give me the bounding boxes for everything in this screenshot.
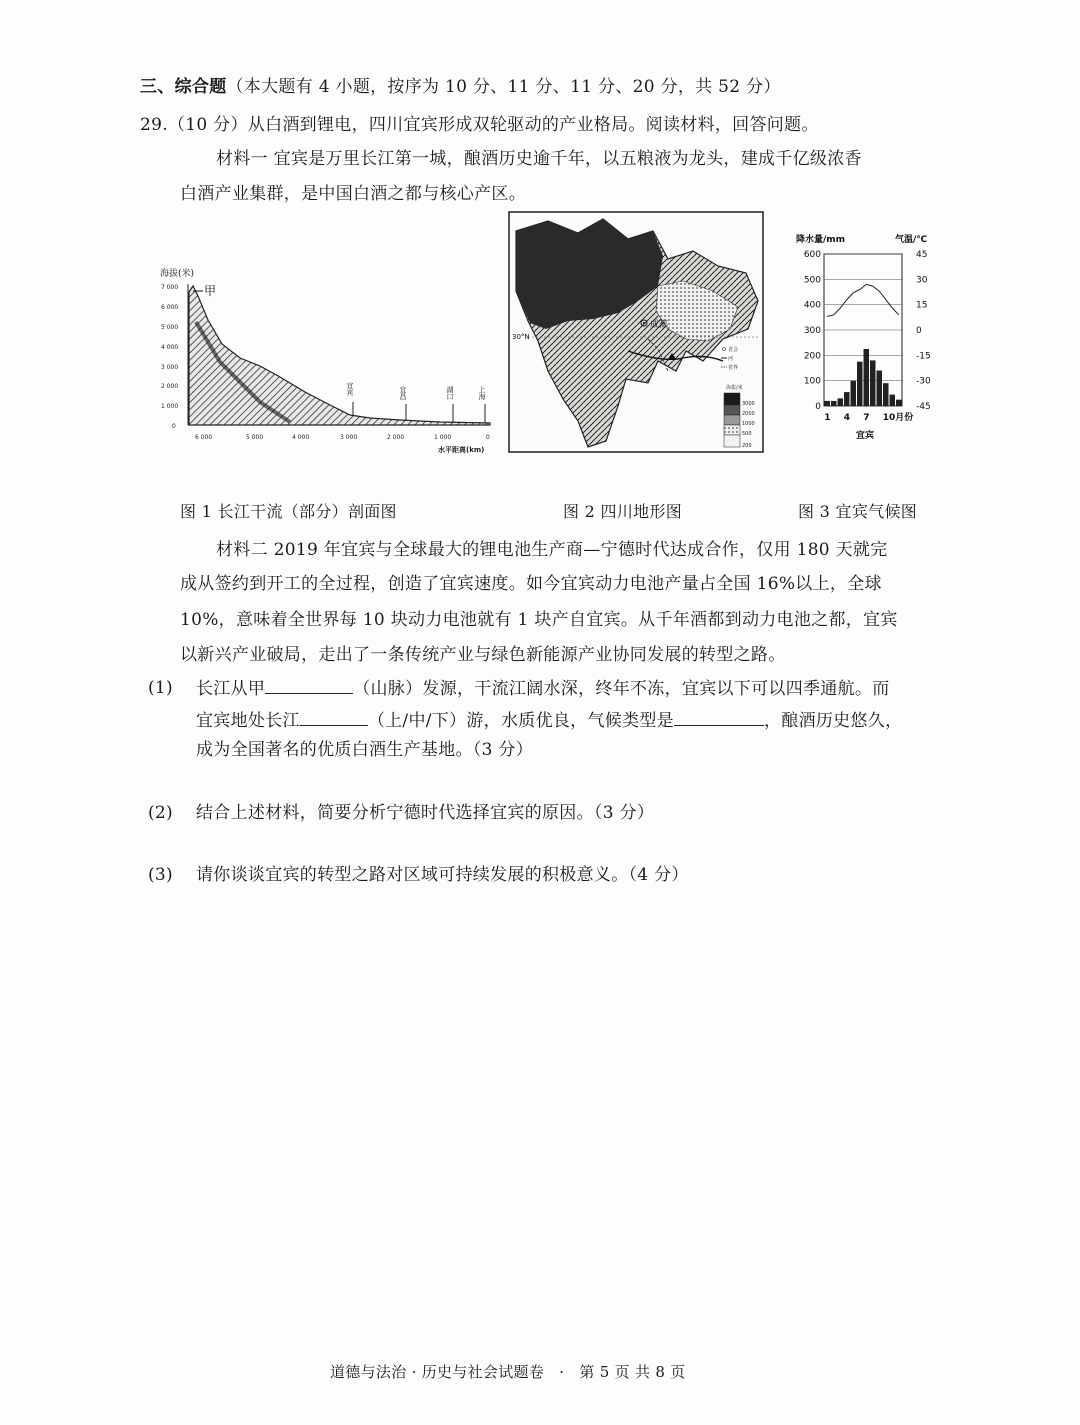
subq3-number: (3) — [148, 865, 173, 885]
fig3-xtick: 7 — [863, 413, 870, 423]
fig2-elev-value: 1000 — [742, 421, 755, 427]
footer-page-number: 第 5 页 共 8 页 — [579, 1363, 686, 1381]
figure2-map — [508, 211, 764, 453]
fig1-place-shanghai: 上海 — [478, 386, 486, 400]
fig3-right-tick: 45 — [916, 250, 928, 260]
fig3-left-tick: 200 — [803, 351, 821, 362]
fig2-caption: 图 2 四川地形图 — [563, 502, 683, 521]
fig1-xtick: 3 000 — [340, 434, 358, 441]
material1-line1: 材料一 宜宾是万里长江第一城，酿酒历史逾千年，以五粮液为龙头，建成千亿级浓香 — [216, 149, 862, 169]
material2-line1: 材料二 2019 年宜宾与全球最大的锂电池生产商—宁德时代达成合作，仅用 180 天就完 — [216, 540, 888, 560]
subq1-text: 宜宾地处长江 — [196, 711, 300, 731]
fig1-ytick: 1 000 — [161, 403, 179, 410]
fig1-place-yichang: 宜昌 — [399, 386, 407, 400]
fig3-left-tick: 400 — [803, 300, 821, 311]
fig1-peak-label: 甲 — [204, 284, 217, 298]
subq1-text: 长江从甲 — [196, 679, 266, 699]
fig1-xtick: 4 000 — [292, 434, 310, 441]
precipitation-bar — [831, 401, 837, 406]
fig2-legend-river: 河 — [728, 356, 734, 362]
fig3-left-title: 降水量/mm — [796, 235, 846, 245]
fig2-legend-border: 省界 — [728, 365, 739, 371]
fig1-ytick: 7 000 — [161, 284, 179, 291]
material1-line2: 白酒产业集群，是中国白酒之都与核心产区。 — [180, 184, 526, 204]
fig3-left-tick: 500 — [803, 275, 821, 286]
fig1-terrain — [189, 286, 490, 425]
fig1-caption: 图 1 长江干流（部分）剖面图 — [180, 502, 397, 521]
precipitation-bar — [825, 401, 831, 406]
subq1-line1 — [196, 677, 890, 700]
precipitation-bar — [877, 371, 883, 406]
fig1-ytick: 4 000 — [161, 344, 179, 351]
subq1-text: ，酿酒历史悠久， — [763, 711, 903, 731]
fig1-ylabel: 海拔(米) — [160, 269, 195, 279]
page-footer — [330, 1361, 686, 1383]
figure3-climate — [790, 230, 940, 445]
fig3-right-tick: 0 — [916, 326, 922, 336]
fig3-right-tick: -15 — [916, 351, 931, 362]
fig3-left-tick: 100 — [803, 376, 821, 387]
fig1-ytick: 5 000 — [161, 324, 179, 331]
question-stem: 29.（10 分）从白酒到锂电，四川宜宾形成双轮驱动的产业格局。阅读材料，回答问题。 — [140, 115, 819, 135]
fig1-ytick: 6 000 — [161, 304, 179, 311]
fig3-right-tick: -30 — [916, 376, 931, 387]
temperature-line — [827, 284, 899, 316]
precipitation-bar — [844, 392, 850, 406]
fig3-left-tick: 300 — [803, 326, 821, 336]
fig1-place-hukou: 湖口 — [446, 386, 454, 400]
material2-line2: 成从签约到开工的全过程，创造了宜宾速度。如今宜宾动力电池产量占全国 16%以上，全球 — [180, 574, 882, 594]
fig3-place: 宜宾 — [856, 431, 875, 441]
fig3-xtick: 10月份 — [882, 413, 914, 423]
fig1-place-yibin: 宜宾 — [346, 382, 354, 396]
fig3-caption: 图 3 宜宾气候图 — [798, 502, 918, 521]
fig1-xtick: 6 000 — [195, 434, 213, 441]
precipitation-bar — [838, 398, 844, 406]
fig3-xtick: 4 — [843, 413, 851, 423]
fig2-elev-value: 2000 — [742, 411, 755, 417]
precipitation-bar — [864, 349, 870, 406]
section-note: （本大题有 4 小题，按序为 10 分、11 分、11 分、20 分，共 52 分） — [226, 77, 781, 97]
fig1-xlabel: 水平距离(km) — [438, 446, 485, 454]
fig1-ytick: 0 — [172, 423, 176, 430]
fig2-city-label: 成都 — [650, 320, 669, 330]
fig3-xtick: 1 — [824, 413, 831, 423]
fig1-xtick: 0 — [486, 434, 490, 441]
fig1-xtick: 2 000 — [387, 434, 405, 441]
subq1-text: （上/中/下）游，水质优良，气候类型是 — [367, 711, 674, 731]
precipitation-bar — [851, 381, 857, 406]
fig2-elev-value: 3000 — [742, 401, 755, 407]
subq1-line3: 成为全国著名的优质白酒生产基地。（3 分） — [196, 740, 534, 760]
subq1-line2 — [196, 709, 902, 732]
fig1-ytick: 2 000 — [161, 383, 179, 390]
precipitation-bar — [890, 395, 896, 406]
subq1-text: （山脉）发源，干流江阔水深，终年不冻，宜宾以下可以四季通航。而 — [353, 679, 890, 699]
figure1-profile — [160, 262, 495, 462]
precipitation-bar — [870, 360, 876, 406]
footer-subject: 道德与法治 · 历史与社会试题卷 — [330, 1363, 545, 1381]
fig2-elev-value: 500 — [742, 431, 752, 437]
fig3-right-tick: -45 — [916, 402, 931, 412]
section-header — [140, 76, 781, 98]
precipitation-bar — [883, 383, 889, 406]
fig1-xtick: 1 000 — [434, 434, 452, 441]
answer-blank-climate[interactable] — [674, 709, 764, 726]
section-heading: 三、综合题 — [140, 77, 227, 97]
fig2-elev-value: 200 — [742, 443, 752, 449]
fig1-xtick: 5 000 — [246, 434, 264, 441]
fig2-legend-capital: 省会 — [728, 347, 739, 353]
fig3-left-tick: 0 — [815, 402, 821, 412]
subq2-number: (2) — [148, 803, 173, 823]
subq1-number: (1) — [148, 678, 173, 698]
fig3-right-tick: 30 — [916, 275, 928, 286]
fig3-right-title: 气温/℃ — [895, 235, 928, 245]
precipitation-bar — [896, 400, 902, 406]
fig3-left-tick: 600 — [803, 250, 821, 260]
subq2-text: 结合上述材料，简要分析宁德时代选择宜宾的原因。（3 分） — [196, 803, 655, 823]
subq3-text: 请你谈谈宜宾的转型之路对区域可持续发展的积极意义。（4 分） — [196, 865, 689, 885]
precipitation-bar — [857, 362, 863, 406]
answer-blank-mountain[interactable] — [265, 677, 353, 694]
fig1-ytick: 3 000 — [161, 364, 179, 371]
fig3-right-tick: 15 — [916, 300, 928, 311]
material2-line3: 10%，意味着全世界每 10 块动力电池就有 1 块产自宜宾。从千年酒都到动力电池之都，宜宾 — [180, 610, 898, 630]
material2-line4: 以新兴产业破局，走出了一条传统产业与绿色新能源产业协同发展的转型之路。 — [180, 645, 786, 665]
fig2-lat-label: 30°N — [512, 333, 530, 341]
answer-blank-reach[interactable] — [300, 709, 368, 726]
fig2-elev-title: 海拔/米 — [726, 385, 743, 391]
footer-separator: · — [559, 1363, 565, 1381]
